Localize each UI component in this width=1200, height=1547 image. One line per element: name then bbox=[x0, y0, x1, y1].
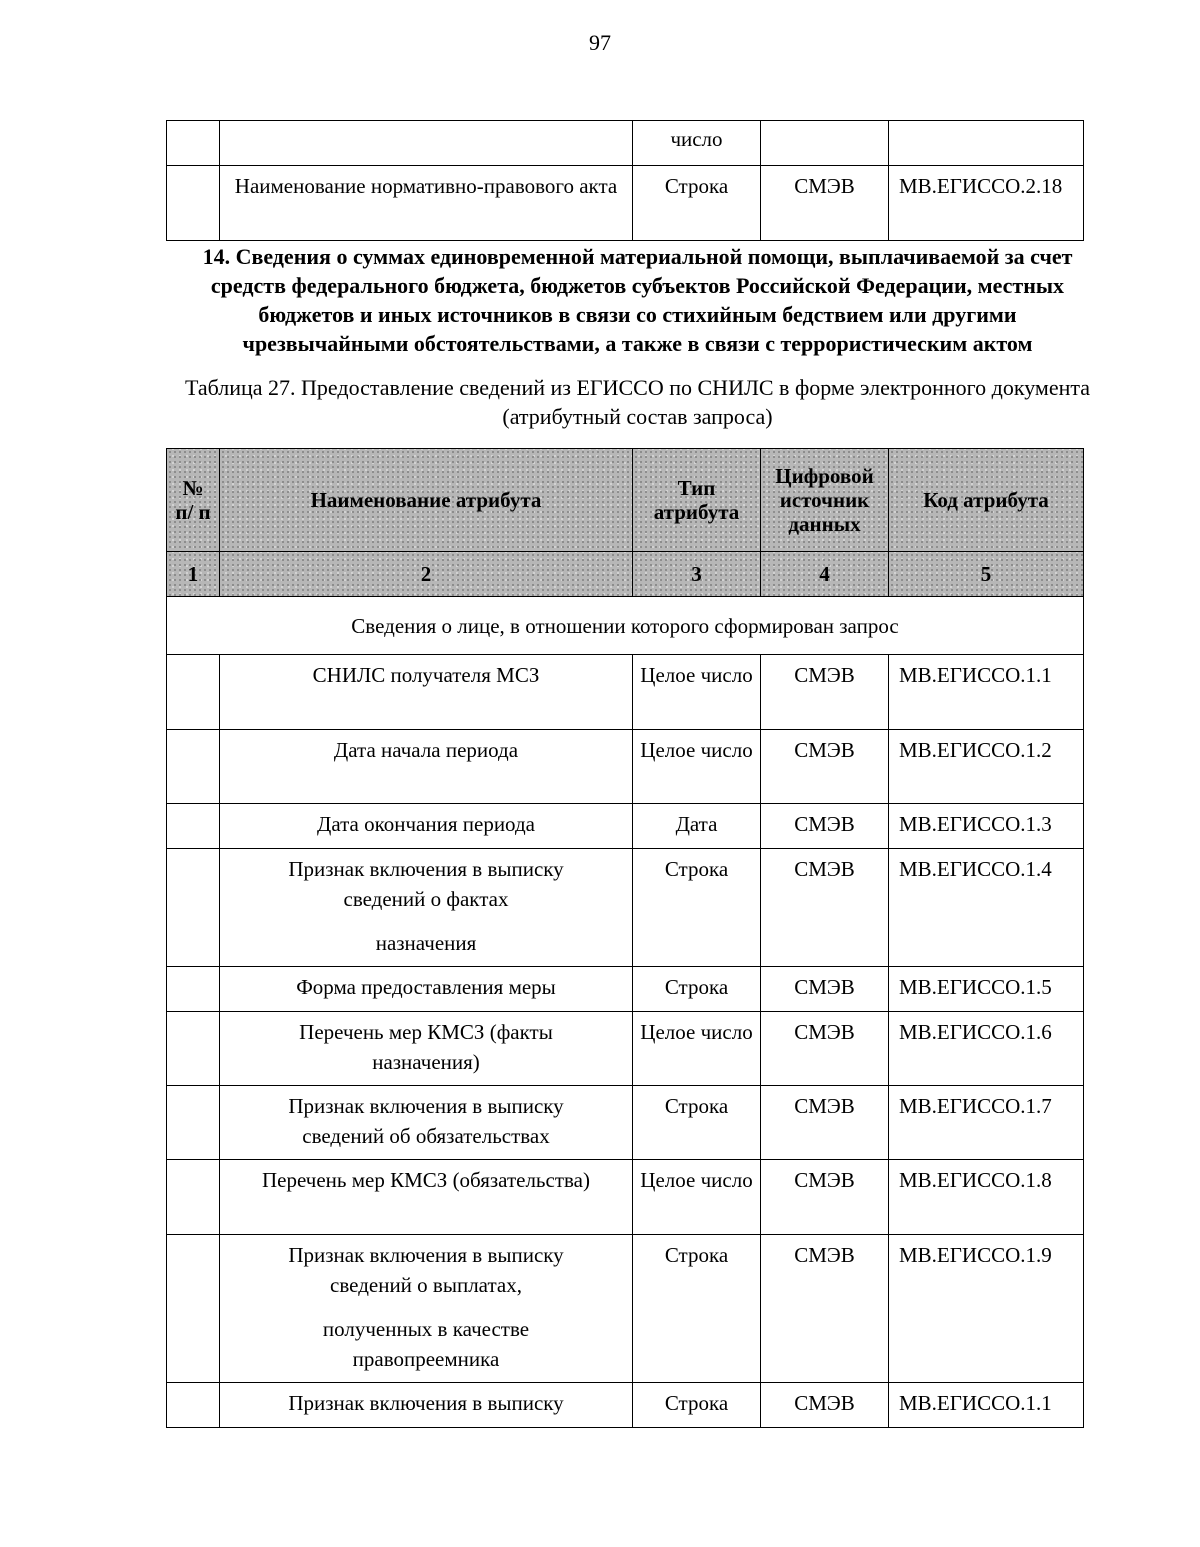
cell-type: Дата bbox=[633, 804, 761, 849]
cell-name-text: Форма предоставления меры bbox=[296, 975, 556, 999]
cell-num bbox=[167, 849, 220, 967]
cell-num bbox=[167, 1086, 220, 1160]
cell-num bbox=[167, 1383, 220, 1428]
group-row bbox=[167, 597, 1084, 655]
cell-name-text: Признак включения в выписку сведений о фактах bbox=[288, 857, 564, 911]
table-row bbox=[167, 849, 1084, 967]
cell-name bbox=[220, 1086, 633, 1160]
table-caption: Таблица 27. Предоставление сведений из ЕГИССО по СНИЛС в форме электронного документа (атрибутный состав запроса) bbox=[184, 375, 1091, 429]
cell-source: СМЭВ bbox=[761, 730, 889, 804]
cell-code: МВ.ЕГИССО.1.6 bbox=[889, 1012, 1084, 1086]
cell-num bbox=[167, 1012, 220, 1086]
header-name: Наименование атрибута bbox=[220, 449, 633, 552]
cell-num bbox=[167, 967, 220, 1012]
cell-source: СМЭВ bbox=[761, 655, 889, 730]
cell-num bbox=[167, 166, 220, 241]
cell-name-text: Признак включения в выписку bbox=[288, 1391, 564, 1415]
cell-source: СМЭВ bbox=[761, 1235, 889, 1383]
cell-num bbox=[167, 730, 220, 804]
cell-type: Строка bbox=[633, 967, 761, 1012]
header-num: № п/ п bbox=[167, 449, 220, 552]
cell-name-text: Дата окончания периода bbox=[317, 812, 535, 836]
table-row bbox=[167, 1086, 1084, 1160]
cell-source: СМЭВ bbox=[761, 1086, 889, 1160]
section-heading: 14. Сведения о суммах единовременной материальной помощи, выплачиваемой за счет средств федерального бюджета, бюджетов субъектов Российской Федерации, местных бюджетов и иных источников в связи со стихийным бедствием или другими чрезвычайными обстоятельствами, а также в связи с террористическим актом bbox=[202, 244, 1073, 356]
cell-source bbox=[761, 121, 889, 166]
table-row bbox=[167, 1235, 1084, 1383]
cell-type: Строка bbox=[633, 1086, 761, 1160]
group-title: Сведения о лице, в отношении которого сформирован запрос bbox=[167, 597, 1084, 655]
cell-code: МВ.ЕГИССО.1.8 bbox=[889, 1160, 1084, 1235]
cell-source: СМЭВ bbox=[761, 849, 889, 967]
cell-name-text: Признак включения в выписку сведений о выплатах, bbox=[288, 1243, 564, 1297]
header-number: 4 bbox=[761, 552, 889, 597]
cell-type: Целое число bbox=[633, 1012, 761, 1086]
cell-source: СМЭВ bbox=[761, 967, 889, 1012]
cell-code: МВ.ЕГИССО.1.3 bbox=[889, 804, 1084, 849]
header-numbers-row bbox=[167, 552, 1084, 597]
header-code: Код атрибута bbox=[889, 449, 1084, 552]
cell-name bbox=[220, 804, 633, 849]
cell-code: МВ.ЕГИССО.2.18 bbox=[889, 166, 1084, 241]
cell-source: СМЭВ bbox=[761, 1012, 889, 1086]
cell-code bbox=[889, 121, 1084, 166]
cell-name bbox=[220, 1235, 633, 1383]
cell-source: СМЭВ bbox=[761, 1160, 889, 1235]
cell-name-text: Признак включения в выписку сведений об обязательствах bbox=[288, 1094, 564, 1148]
cell-num bbox=[167, 1160, 220, 1235]
table-row bbox=[167, 730, 1084, 804]
cell-name bbox=[220, 730, 633, 804]
header-number: 2 bbox=[220, 552, 633, 597]
cell-name-text: Перечень мер КМСЗ (обязательства) bbox=[262, 1168, 590, 1192]
table-row bbox=[167, 1160, 1084, 1235]
cell-name-text: СНИЛС получателя МСЗ bbox=[312, 663, 540, 687]
header-type: Тип атрибута bbox=[633, 449, 761, 552]
cell-name bbox=[220, 849, 633, 967]
cell-num bbox=[167, 655, 220, 730]
cell-code: МВ.ЕГИССО.1.9 bbox=[889, 1235, 1084, 1383]
cell-type: Целое число bbox=[633, 655, 761, 730]
table-row bbox=[167, 655, 1084, 730]
cell-type: Целое число bbox=[633, 730, 761, 804]
cell-name: Наименование нормативно-правового акта bbox=[220, 166, 633, 241]
cell-code: МВ.ЕГИССО.1.1 bbox=[889, 1383, 1084, 1428]
cell-name-text: Перечень мер КМСЗ (факты назначения) bbox=[299, 1020, 553, 1074]
header-number: 1 bbox=[167, 552, 220, 597]
table-row bbox=[167, 1012, 1084, 1086]
cell-name bbox=[220, 1160, 633, 1235]
continued-table-body bbox=[167, 121, 1084, 241]
table-row bbox=[167, 967, 1084, 1012]
cell-code: МВ.ЕГИССО.1.5 bbox=[889, 967, 1084, 1012]
cell-name bbox=[220, 121, 633, 166]
cell-num bbox=[167, 804, 220, 849]
cell-type: Строка bbox=[633, 849, 761, 967]
header-number: 5 bbox=[889, 552, 1084, 597]
header-row bbox=[167, 449, 1084, 552]
cell-type: Строка bbox=[633, 1235, 761, 1383]
cell-source: СМЭВ bbox=[761, 166, 889, 241]
cell-code: МВ.ЕГИССО.1.4 bbox=[889, 849, 1084, 967]
cell-type: число bbox=[633, 121, 761, 166]
cell-source: СМЭВ bbox=[761, 804, 889, 849]
cell-type: Строка bbox=[633, 1383, 761, 1428]
table-header bbox=[167, 449, 1084, 597]
cell-name bbox=[220, 655, 633, 730]
cell-name-text: Дата начала периода bbox=[333, 738, 519, 762]
table-row bbox=[167, 121, 1084, 166]
header-source: Цифровой источник данных bbox=[761, 449, 889, 552]
cell-code: МВ.ЕГИССО.1.2 bbox=[889, 730, 1084, 804]
cell-source: СМЭВ bbox=[761, 1383, 889, 1428]
cell-num bbox=[167, 1235, 220, 1383]
table-row bbox=[167, 1383, 1084, 1428]
cell-name bbox=[220, 1012, 633, 1086]
header-number: 3 bbox=[633, 552, 761, 597]
table-row bbox=[167, 166, 1084, 241]
cell-code: МВ.ЕГИССО.1.7 bbox=[889, 1086, 1084, 1160]
table-body bbox=[167, 597, 1084, 1428]
cell-name bbox=[220, 1383, 633, 1428]
cell-name-continuation: полученных в качестве правопреемника bbox=[322, 1317, 530, 1371]
cell-type: Целое число bbox=[633, 1160, 761, 1235]
attributes-table bbox=[166, 448, 1084, 1428]
page-number: 97 bbox=[589, 30, 611, 55]
cell-name-continuation: назначения bbox=[375, 931, 477, 955]
continued-table bbox=[166, 120, 1084, 241]
cell-type: Строка bbox=[633, 166, 761, 241]
cell-name bbox=[220, 967, 633, 1012]
cell-code: МВ.ЕГИССО.1.1 bbox=[889, 655, 1084, 730]
cell-num bbox=[167, 121, 220, 166]
table-row bbox=[167, 804, 1084, 849]
